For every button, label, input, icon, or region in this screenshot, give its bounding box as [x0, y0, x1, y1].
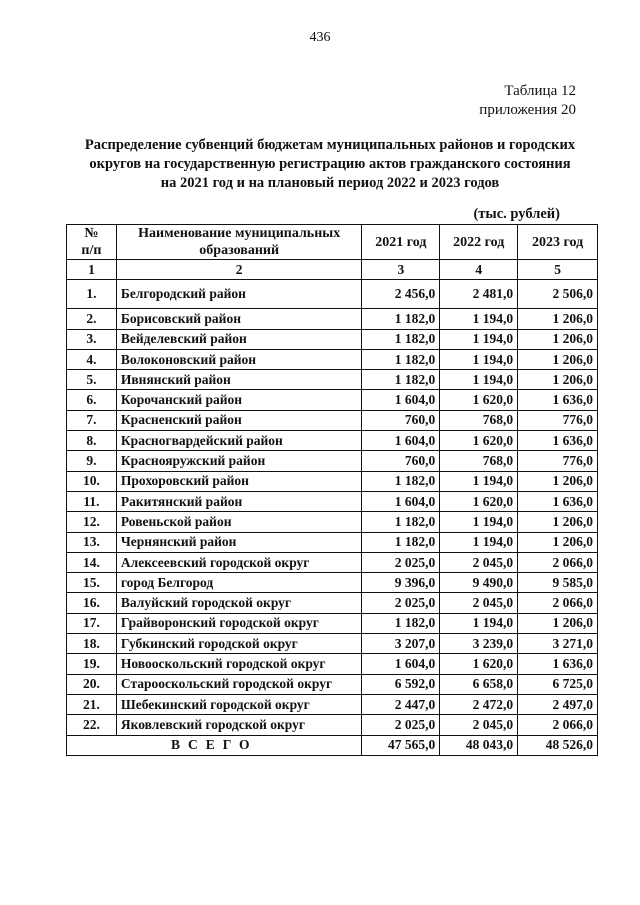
municipality-name: Красненский район — [116, 410, 362, 430]
table-row — [67, 280, 598, 309]
value-2023: 776,0 — [518, 410, 598, 430]
column-number: 3 — [362, 260, 440, 280]
value-2023: 3 271,0 — [518, 634, 598, 654]
value-2023: 1 206,0 — [518, 512, 598, 532]
municipality-name: Старооскольский городской округ — [116, 674, 362, 694]
municipality-name: Белгородский район — [116, 280, 362, 309]
value-2021: 760,0 — [362, 410, 440, 430]
value-2022: 3 239,0 — [440, 634, 518, 654]
subvention-table — [66, 224, 598, 756]
value-2022: 1 194,0 — [440, 532, 518, 552]
municipality-name: Ракитянский район — [116, 491, 362, 511]
value-2021: 2 025,0 — [362, 552, 440, 572]
table-body — [67, 280, 598, 735]
value-2023: 2 506,0 — [518, 280, 598, 309]
value-2021: 760,0 — [362, 451, 440, 471]
total-label: ВСЕГО — [67, 735, 362, 755]
column-number: 5 — [518, 260, 598, 280]
row-number: 21. — [67, 694, 117, 714]
row-number: 6. — [67, 390, 117, 410]
column-number-row — [67, 260, 598, 280]
value-2022: 1 194,0 — [440, 613, 518, 633]
value-2023: 9 585,0 — [518, 573, 598, 593]
value-2023: 1 206,0 — [518, 349, 598, 369]
value-2021: 2 025,0 — [362, 593, 440, 613]
municipality-name: Краснояружский район — [116, 451, 362, 471]
column-number: 1 — [67, 260, 117, 280]
value-2021: 1 182,0 — [362, 349, 440, 369]
table-row — [67, 329, 598, 349]
table-row — [67, 674, 598, 694]
total-2021: 47 565,0 — [362, 735, 440, 755]
table-row — [67, 654, 598, 674]
municipality-name: Валуйский городской округ — [116, 593, 362, 613]
table-row — [67, 390, 598, 410]
value-2023: 1 206,0 — [518, 370, 598, 390]
table-row — [67, 491, 598, 511]
caption-table-number: Таблица 12 — [504, 83, 576, 99]
municipality-name: город Белгород — [116, 573, 362, 593]
table-row — [67, 573, 598, 593]
value-2021: 1 604,0 — [362, 654, 440, 674]
value-2022: 1 194,0 — [440, 471, 518, 491]
table-row — [67, 370, 598, 390]
table-row — [67, 431, 598, 451]
document-title — [60, 136, 600, 193]
value-2022: 1 620,0 — [440, 390, 518, 410]
value-2021: 1 182,0 — [362, 329, 440, 349]
value-2022: 1 620,0 — [440, 654, 518, 674]
row-number: 7. — [67, 410, 117, 430]
units-label: (тыс. рублей) — [473, 206, 560, 222]
value-2022: 768,0 — [440, 410, 518, 430]
total-row — [67, 735, 598, 755]
value-2022: 1 620,0 — [440, 431, 518, 451]
title-line-2: округов на государственную регистрацию актов гражданского состояния — [89, 156, 571, 172]
value-2023: 776,0 — [518, 451, 598, 471]
value-2023: 1 636,0 — [518, 431, 598, 451]
value-2021: 6 592,0 — [362, 674, 440, 694]
table-row — [67, 309, 598, 329]
value-2021: 1 604,0 — [362, 491, 440, 511]
table-row — [67, 410, 598, 430]
value-2021: 2 456,0 — [362, 280, 440, 309]
header-number: № п/п — [67, 225, 117, 260]
row-number: 17. — [67, 613, 117, 633]
value-2021: 1 182,0 — [362, 532, 440, 552]
value-2022: 768,0 — [440, 451, 518, 471]
row-number: 3. — [67, 329, 117, 349]
table-row — [67, 532, 598, 552]
value-2022: 2 481,0 — [440, 280, 518, 309]
value-2021: 1 182,0 — [362, 613, 440, 633]
value-2022: 2 045,0 — [440, 552, 518, 572]
table-row — [67, 512, 598, 532]
table-row — [67, 613, 598, 633]
row-number: 16. — [67, 593, 117, 613]
row-number: 5. — [67, 370, 117, 390]
title-line-3: на 2021 год и на плановый период 2022 и 2023 годов — [160, 175, 500, 191]
row-number: 20. — [67, 674, 117, 694]
table-row — [67, 552, 598, 572]
table-row — [67, 349, 598, 369]
value-2023: 1 206,0 — [518, 329, 598, 349]
value-2022: 1 194,0 — [440, 329, 518, 349]
municipality-name: Чернянский район — [116, 532, 362, 552]
row-number: 14. — [67, 552, 117, 572]
value-2023: 2 497,0 — [518, 694, 598, 714]
row-number: 2. — [67, 309, 117, 329]
table-row — [67, 451, 598, 471]
value-2021: 1 182,0 — [362, 370, 440, 390]
header-2022: 2022 год — [440, 225, 518, 260]
caption-appendix: приложения 20 — [479, 102, 576, 118]
value-2022: 9 490,0 — [440, 573, 518, 593]
value-2023: 2 066,0 — [518, 552, 598, 572]
row-number: 4. — [67, 349, 117, 369]
value-2023: 1 206,0 — [518, 613, 598, 633]
table-row — [67, 694, 598, 714]
row-number: 15. — [67, 573, 117, 593]
municipality-name: Новооскольский городской округ — [116, 654, 362, 674]
row-number: 13. — [67, 532, 117, 552]
municipality-name: Грайворонский городской округ — [116, 613, 362, 633]
page-number: 436 — [309, 30, 331, 45]
municipality-name: Красногвардейский район — [116, 431, 362, 451]
row-number: 9. — [67, 451, 117, 471]
value-2021: 9 396,0 — [362, 573, 440, 593]
header-municipality-name: Наименование муниципальных образований — [116, 225, 362, 260]
row-number: 18. — [67, 634, 117, 654]
value-2023: 1 206,0 — [518, 309, 598, 329]
value-2023: 6 725,0 — [518, 674, 598, 694]
value-2022: 1 194,0 — [440, 309, 518, 329]
total-2023: 48 526,0 — [518, 735, 598, 755]
municipality-name: Вейделевский район — [116, 329, 362, 349]
value-2023: 2 066,0 — [518, 715, 598, 735]
value-2023: 1 636,0 — [518, 390, 598, 410]
value-2022: 6 658,0 — [440, 674, 518, 694]
value-2023: 1 636,0 — [518, 491, 598, 511]
table-row — [67, 634, 598, 654]
header-row — [67, 225, 598, 260]
total-2022: 48 043,0 — [440, 735, 518, 755]
value-2021: 2 447,0 — [362, 694, 440, 714]
column-number: 4 — [440, 260, 518, 280]
municipality-name: Яковлевский городской округ — [116, 715, 362, 735]
value-2022: 1 194,0 — [440, 370, 518, 390]
municipality-name: Волоконовский район — [116, 349, 362, 369]
value-2023: 1 206,0 — [518, 532, 598, 552]
value-2022: 2 472,0 — [440, 694, 518, 714]
municipality-name: Ровеньской район — [116, 512, 362, 532]
header-2023: 2023 год — [518, 225, 598, 260]
header-2021: 2021 год — [362, 225, 440, 260]
municipality-name: Шебекинский городской округ — [116, 694, 362, 714]
column-number: 2 — [116, 260, 362, 280]
row-number: 8. — [67, 431, 117, 451]
row-number: 10. — [67, 471, 117, 491]
value-2022: 2 045,0 — [440, 715, 518, 735]
value-2022: 2 045,0 — [440, 593, 518, 613]
row-number: 1. — [67, 280, 117, 309]
value-2023: 2 066,0 — [518, 593, 598, 613]
row-number: 22. — [67, 715, 117, 735]
row-number: 19. — [67, 654, 117, 674]
value-2023: 1 206,0 — [518, 471, 598, 491]
value-2021: 1 182,0 — [362, 512, 440, 532]
value-2021: 2 025,0 — [362, 715, 440, 735]
municipality-name: Губкинский городской округ — [116, 634, 362, 654]
municipality-name: Ивнянский район — [116, 370, 362, 390]
value-2021: 3 207,0 — [362, 634, 440, 654]
municipality-name: Корочанский район — [116, 390, 362, 410]
table-row — [67, 715, 598, 735]
value-2021: 1 182,0 — [362, 309, 440, 329]
title-line-1: Распределение субвенций бюджетам муниципальных районов и городских — [84, 137, 576, 153]
table-row — [67, 593, 598, 613]
value-2023: 1 636,0 — [518, 654, 598, 674]
value-2021: 1 182,0 — [362, 471, 440, 491]
table-row — [67, 471, 598, 491]
table-caption — [479, 82, 576, 120]
value-2022: 1 194,0 — [440, 349, 518, 369]
value-2021: 1 604,0 — [362, 390, 440, 410]
value-2021: 1 604,0 — [362, 431, 440, 451]
row-number: 12. — [67, 512, 117, 532]
municipality-name: Борисовский район — [116, 309, 362, 329]
municipality-name: Прохоровский район — [116, 471, 362, 491]
row-number: 11. — [67, 491, 117, 511]
value-2022: 1 620,0 — [440, 491, 518, 511]
value-2022: 1 194,0 — [440, 512, 518, 532]
municipality-name: Алексеевский городской округ — [116, 552, 362, 572]
